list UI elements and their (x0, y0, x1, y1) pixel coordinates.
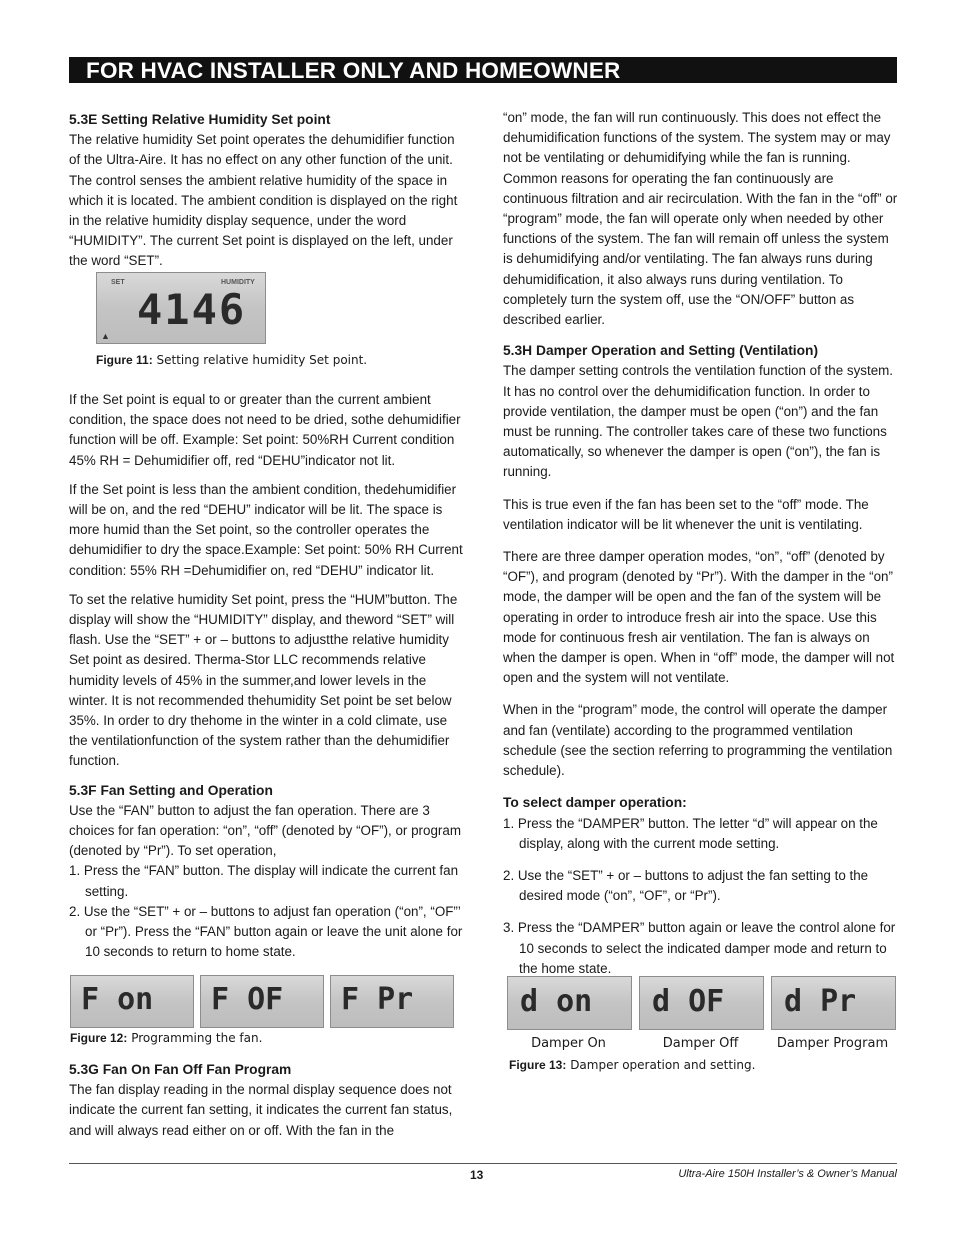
set-label: SET (111, 279, 125, 286)
damper-program-digits: d Pr (784, 984, 857, 1019)
damper-on-digits: d on (520, 984, 593, 1019)
humidity-label: HUMIDITY (221, 279, 255, 286)
heading-5-3h: 5.3H Damper Operation and Setting (Ventilation) (503, 343, 819, 359)
figure-13-label: Figure 13: (509, 1058, 567, 1072)
figure-12-fan-on (70, 975, 194, 1028)
damper-step-2: 2. Use the “SET” + or – buttons to adjust the fan setting to the desired mode (“on”, “OF”, or “Pr”). (503, 867, 869, 904)
left-column (69, 110, 465, 272)
paragraph-5-3f: Use the “FAN” button to adjust the fan operation. There are 3 choices for fan operation: “on”, “off” (denoted by “OF”), or program (denoted by “Pr”). To set operation, (69, 802, 461, 859)
paragraph-set: To set the relative humidity Set point, press the “HUM”button. The display will show the “HUMIDITY” display, and theword “SET” will flash. Use the “SET” + or – buttons to adjustthe relative humidity Set point as desired. Therma-Stor LLC recommends relative humidity levels of 45% in the summer,and lower levels in the winter. It is not recommended thehumidity Set point be set below 35%. In order to dry thehome in the winter in a cold climate, use the ventilationfunction of the system rather than the dehumidifier function. (69, 591, 458, 769)
fan-on-digits: F on (81, 982, 154, 1017)
fan-program-digits: F Pr (341, 982, 414, 1017)
figure-12-fan-program (330, 975, 454, 1028)
figure-13-text: Damper operation and setting. (570, 1058, 756, 1072)
heading-5-3g: 5.3G Fan On Fan Off Fan Program (69, 1062, 292, 1077)
damper-program-label: Damper Program (776, 1036, 889, 1051)
humidity-digits: 4146 (137, 285, 247, 334)
heading-5-3e: 5.3E Setting Relative Humidity Set point (69, 112, 331, 127)
figure-13-caption (509, 1058, 755, 1072)
figure-12-fan-off (200, 975, 324, 1028)
paragraph-5-3g: The fan display reading in the normal display sequence does not indicate the current fan setting, it indicates the current fan status, and will always read either on or off. With the fan in the (69, 1082, 453, 1138)
fan-step-2: 2. Use the “SET” + or – buttons to adjust fan operation (“on”, “OF”’ or “Pr”). Press the “FAN” button again or leave the unit alone for 10 seconds to return to home state. (69, 903, 463, 960)
paragraph-equal: If the Set point is equal to or greater than the current ambient condition, the space does not need to be dried, sothe dehumidifier function will be off. Example: Set point: 50%RH Current condition 45% RH = Dehumidifier off, red “DEHU”indicator not lit. (69, 392, 461, 468)
heading-5-3f: 5.3F Fan Setting and Operation (69, 782, 273, 798)
figure-12-caption (70, 1031, 262, 1045)
heading-select-damper: To select damper operation: (503, 795, 687, 811)
paragraph-true: This is true even if the fan has been set to the “off” mode. The ventilation indicator will be lit whenever the unit is ventilating. (503, 496, 869, 532)
damper-step-3: 3. Press the “DAMPER” button again or leave the control alone for 10 seconds to select the indicated damper mode and return to the home state. (503, 920, 896, 976)
paragraph-fan-continued: “on” mode, the fan will run continuously. This does not effect the dehumidification functions of the system. The system may or may not be ventilating or dehumidifying while the fan is running. Common reasons for operating the fan continuously are continuous filtration and air recirculation. With the fan in the “off” or “program” mode, the fan will operate only when needed by other functions of the system. The fan will remain off unless the system is dehumidifying and/or ventilating. The fan always runs during dehumidification, it also always runs during ventilation. To completely turn the system off, use the “ON/OFF” button as described earlier. (503, 110, 898, 328)
left-column-body (69, 390, 465, 962)
figure-12-text: Programming the fan. (131, 1031, 263, 1045)
damper-off-digits: d OF (652, 984, 725, 1019)
figure-11-label: Figure 11: (96, 353, 153, 367)
right-column (503, 108, 899, 979)
figure-11-caption (96, 353, 367, 367)
paragraph-5-3e: The relative humidity Set point operates the dehumidifier function of the Ultra-Aire. It has no effect on any other function of the unit. The control senses the ambient relative humidity of the space in which it is located. The ambient condition is displayed on the right in the relative humidity display sequence, under the word “HUMIDITY”. The current Set point is displayed on the left, under the word “SET”. (69, 132, 458, 269)
figure-13-damper-on (507, 976, 632, 1030)
paragraph-5-3h: The damper setting controls the ventilation function of the system. It has no control over the dehumidification function. In order to provide ventilation, the damper must be open (“on”) and the fan must be running. The controller takes care of these two functions automatically, so whenever the damper is open (“on”), the fan is running. (503, 363, 894, 480)
banner-title: FOR HVAC INSTALLER ONLY AND HOMEOWNER (86, 58, 621, 83)
paragraph-program-mode: When in the “program” mode, the control will operate the damper and fan (ventilate) according to the programmed ventilation schedule (see the section referring to programming the ventilation schedule). (503, 702, 893, 779)
damper-on-label: Damper On (531, 1036, 606, 1051)
fan-off-digits: F OF (211, 982, 284, 1017)
paragraph-three-modes: There are three damper operation modes, “on”, “off” (denoted by “OF”), and program (denoted by “Pr”). With the damper in the “on” mode, the damper will be open and the fan of the system will be operating in order to introduce fresh air into the space. Use this mode for continuous fresh air ventilation. The fan is always on when the damper is open. When in “off” mode, the damper will not open and the system will not ventilate. (503, 549, 895, 686)
figure-12-label: Figure 12: (70, 1031, 128, 1045)
footer-rule (69, 1163, 897, 1164)
paragraph-less: If the Set point is less than the ambient condition, thedehumidifier will be on, and the red “DEHU” indicator will be lit. The space is more humid than the Set point, so the controller operates the dehumidifier to dry the space.Example: Set point: 50% RH Current condition: 55% RH =Dehumidifier on, red “DEHU” indicator lit. (69, 481, 463, 578)
manual-title: Ultra-Aire 150H Installer’s & Owner’s Manual (678, 1168, 897, 1180)
indicator-icon: ▲ (101, 331, 110, 341)
section-banner (69, 57, 897, 83)
figure-11-display (96, 272, 266, 344)
damper-off-label: Damper Off (662, 1036, 739, 1051)
fan-step-1: 1. Press the “FAN” button. The display will indicate the current fan setting. (69, 863, 459, 899)
page-number: 13 (470, 1168, 484, 1182)
damper-step-1: 1. Press the “DAMPER” button. The letter “d” will appear on the display, along with the current mode setting. (503, 815, 878, 851)
figure-13-damper-off (639, 976, 764, 1030)
figure-11-text: Setting relative humidity Set point. (156, 353, 368, 367)
left-column-bottom (69, 1060, 465, 1141)
figure-13-damper-program (771, 976, 896, 1030)
